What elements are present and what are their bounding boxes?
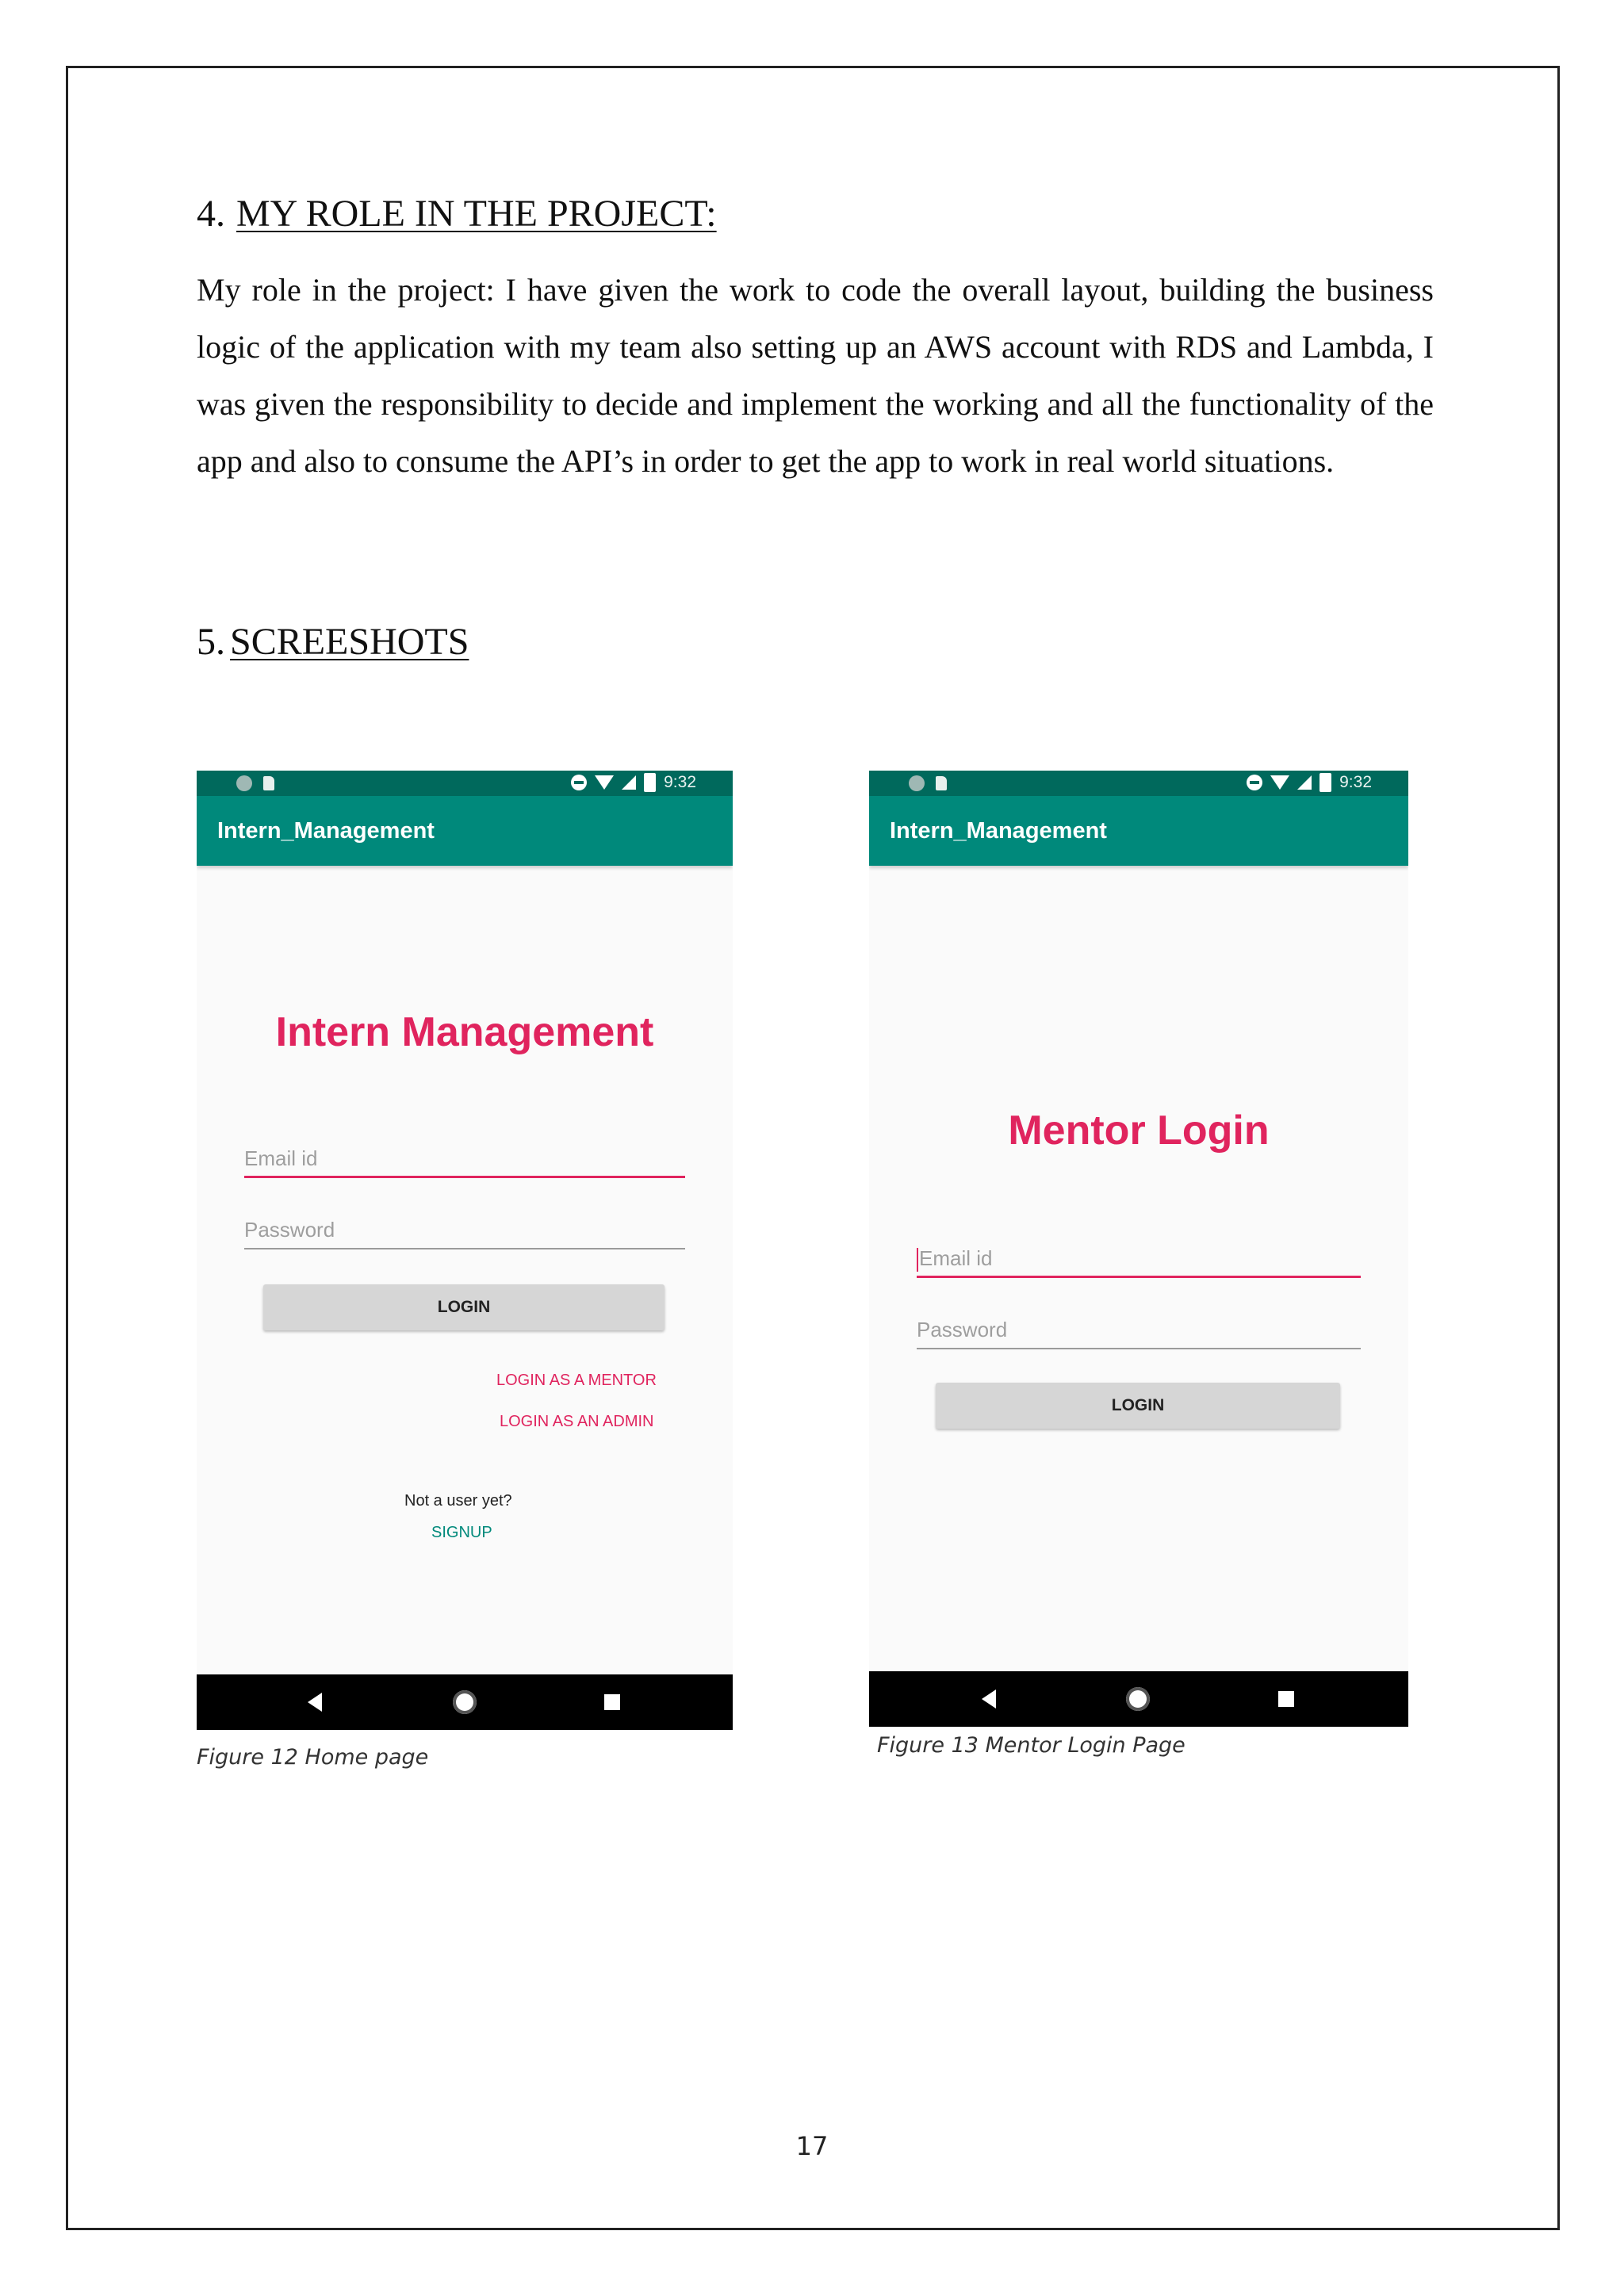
home-page-screenshot xyxy=(197,771,733,1730)
email-placeholder: Email id xyxy=(919,1246,993,1270)
password-placeholder: Password xyxy=(244,1218,335,1242)
password-field[interactable] xyxy=(917,1318,1361,1349)
login-as-admin-link[interactable]: LOGIN AS AN ADMIN xyxy=(500,1413,654,1430)
section-5-heading xyxy=(197,620,469,664)
home-icon[interactable] xyxy=(1126,1687,1150,1711)
back-icon[interactable] xyxy=(982,1689,996,1709)
email-field[interactable] xyxy=(917,1246,1361,1278)
section-4-body: My role in the project: I have given the work to code the overall layout, building the business logic of the application with my team also setting up an AWS account with RDS and Lambda, I was given the responsibility to decide and implement the working and all the functionality of the app and also to consume the API’s in order to get the app to work in real world situations. xyxy=(197,272,1434,479)
recent-apps-icon[interactable] xyxy=(1278,1691,1294,1707)
screen-title: Intern Management xyxy=(275,1009,654,1055)
mentor-login-screenshot xyxy=(869,771,1408,1727)
sd-card-icon xyxy=(936,776,947,790)
section-4-title: MY ROLE IN THE PROJECT: xyxy=(236,193,717,235)
status-bar xyxy=(869,771,1408,796)
email-field[interactable] xyxy=(244,1146,685,1178)
section-5-number: 5. xyxy=(197,621,225,663)
figure-12-caption: Figure 12 Home page xyxy=(197,1745,429,1770)
not-a-user-text: Not a user yet? xyxy=(404,1492,512,1510)
password-placeholder: Password xyxy=(917,1318,1008,1341)
wifi-icon xyxy=(1270,775,1289,790)
section-5-title: SCREESHOTS xyxy=(230,621,469,663)
status-time: 9:32 xyxy=(1339,773,1372,791)
figure-13-caption: Figure 13 Mentor Login Page xyxy=(877,1733,1185,1758)
battery-icon xyxy=(1320,773,1331,792)
password-field[interactable] xyxy=(244,1218,685,1249)
battery-icon xyxy=(644,773,656,792)
navigation-bar xyxy=(869,1671,1408,1727)
notification-dot-icon xyxy=(909,775,925,791)
signup-link[interactable]: SIGNUP xyxy=(431,1524,492,1541)
login-button[interactable]: LOGIN xyxy=(936,1383,1340,1429)
app-bar-title: Intern_Management xyxy=(217,818,435,844)
navigation-bar xyxy=(197,1674,733,1730)
app-bar xyxy=(869,796,1408,866)
status-bar xyxy=(197,771,733,796)
login-button[interactable]: LOGIN xyxy=(263,1284,665,1330)
recent-apps-icon[interactable] xyxy=(604,1694,620,1710)
app-bar-title: Intern_Management xyxy=(890,818,1107,844)
signal-icon xyxy=(1297,775,1312,790)
text-cursor xyxy=(917,1248,918,1272)
signal-icon xyxy=(622,775,636,790)
screen-title: Mentor Login xyxy=(1008,1108,1270,1154)
status-time: 9:32 xyxy=(664,773,696,791)
do-not-disturb-icon xyxy=(571,775,587,790)
section-4-number: 4. xyxy=(197,193,225,235)
sd-card-icon xyxy=(263,776,274,790)
home-icon[interactable] xyxy=(453,1690,477,1714)
section-4-heading xyxy=(197,192,717,235)
wifi-icon xyxy=(595,775,614,790)
app-bar xyxy=(197,796,733,866)
login-as-mentor-link[interactable]: LOGIN AS A MENTOR xyxy=(496,1372,657,1389)
do-not-disturb-icon xyxy=(1247,775,1262,790)
page-number: 17 xyxy=(795,2131,829,2161)
email-placeholder: Email id xyxy=(244,1146,318,1170)
back-icon[interactable] xyxy=(308,1693,322,1712)
notification-dot-icon xyxy=(236,775,252,791)
